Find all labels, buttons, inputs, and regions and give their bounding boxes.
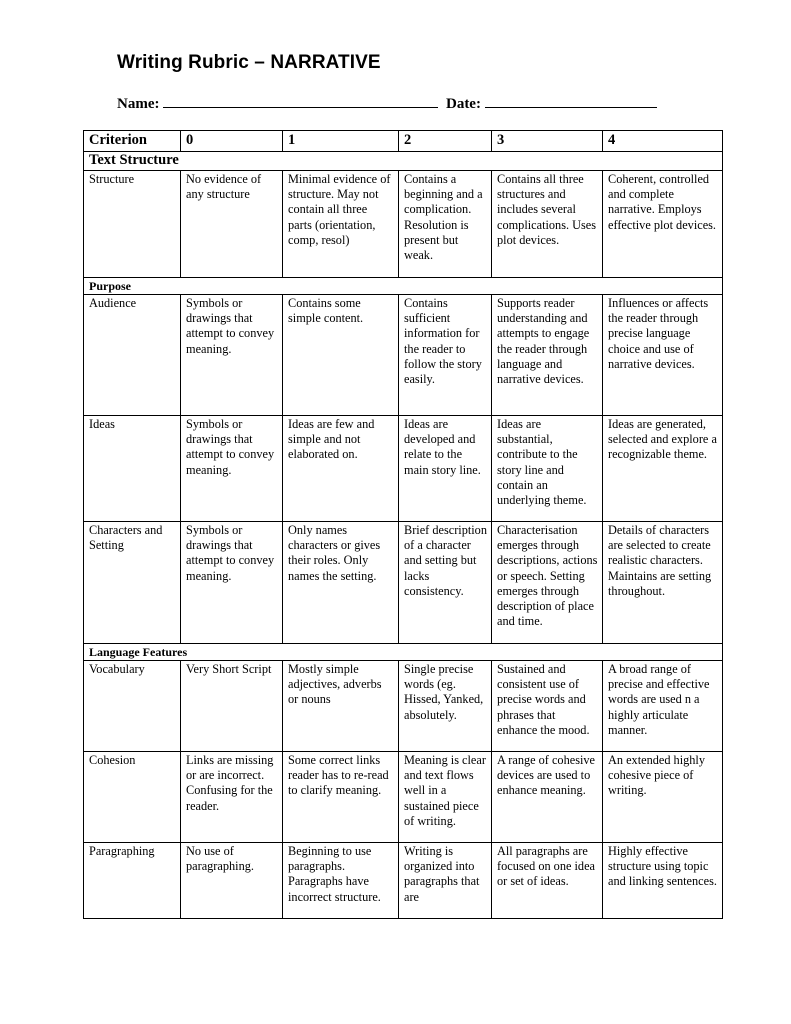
section-title-text-structure: Text Structure	[84, 152, 723, 171]
score-3-cell: Characterisation emerges through descriptions, actions or speech. Setting emerges through description of place and time.	[492, 522, 603, 644]
criterion-cell: Paragraphing	[84, 843, 181, 919]
score-2-cell: Meaning is clear and text flows well in a sustained piece of writing.	[399, 752, 492, 843]
criterion-cell: Vocabulary	[84, 661, 181, 752]
header-score-2: 2	[399, 131, 492, 152]
score-4-cell: Details of characters are selected to create realistic characters. Maintains are setting throughout.	[603, 522, 723, 644]
score-3-cell: All paragraphs are focused on one idea or set of ideas.	[492, 843, 603, 919]
section-title-purpose: Purpose	[84, 278, 723, 295]
score-1-cell: Only names characters or gives their roles. Only names the setting.	[283, 522, 399, 644]
score-4-cell: Coherent, controlled and complete narrative. Employs effective plot devices.	[603, 171, 723, 278]
score-0-cell: No evidence of any structure	[181, 171, 283, 278]
table-row	[84, 752, 723, 843]
criterion-cell: Ideas	[84, 416, 181, 522]
page-title: Writing Rubric – NARRATIVE	[117, 52, 381, 73]
score-3-cell: Supports reader understanding and attempts to engage the reader through language and narrative devices.	[492, 295, 603, 416]
date-blank-line[interactable]	[485, 93, 657, 108]
score-0-cell: Symbols or drawings that attempt to convey meaning.	[181, 522, 283, 644]
name-blank-line[interactable]	[163, 93, 438, 108]
score-4-cell: A broad range of precise and effective words are used n a highly articulate manner.	[603, 661, 723, 752]
score-0-cell: Links are missing or are incorrect. Confusing for the reader.	[181, 752, 283, 843]
table-row	[84, 661, 723, 752]
section-title-language-features: Language Features	[84, 644, 723, 661]
section-row	[84, 644, 723, 661]
score-1-cell: Mostly simple adjectives, adverbs or nouns	[283, 661, 399, 752]
name-date-fields	[117, 93, 677, 113]
score-3-cell: Contains all three structures and includes several complications. Uses plot devices.	[492, 171, 603, 278]
score-3-cell: Sustained and consistent use of precise words and phrases that enhance the mood.	[492, 661, 603, 752]
score-2-cell: Ideas are developed and relate to the main story line.	[399, 416, 492, 522]
score-1-cell: Beginning to use paragraphs. Paragraphs have incorrect structure.	[283, 843, 399, 919]
score-4-cell: Influences or affects the reader through precise language choice and use of narrative devices.	[603, 295, 723, 416]
score-4-cell: Highly effective structure using topic and linking sentences.	[603, 843, 723, 919]
table-row	[84, 171, 723, 278]
criterion-cell: Structure	[84, 171, 181, 278]
header-criterion: Criterion	[84, 131, 181, 152]
score-0-cell: Very Short Script	[181, 661, 283, 752]
date-label: Date:	[445, 96, 481, 112]
score-2-cell: Contains a beginning and a complication. Resolution is present but weak.	[399, 171, 492, 278]
header-score-4: 4	[603, 131, 723, 152]
header-score-3: 3	[492, 131, 603, 152]
score-0-cell: Symbols or drawings that attempt to convey meaning.	[181, 295, 283, 416]
score-4-cell: An extended highly cohesive piece of writing.	[603, 752, 723, 843]
score-0-cell: Symbols or drawings that attempt to convey meaning.	[181, 416, 283, 522]
table-row	[84, 295, 723, 416]
table-row	[84, 416, 723, 522]
criterion-cell: Cohesion	[84, 752, 181, 843]
name-label: Name:	[117, 96, 160, 112]
criterion-cell: Audience	[84, 295, 181, 416]
score-2-cell: Contains sufficient information for the reader to follow the story easily.	[399, 295, 492, 416]
rubric-table	[83, 130, 723, 919]
table-row	[84, 843, 723, 919]
score-1-cell: Some correct links reader has to re-read to clarify meaning.	[283, 752, 399, 843]
section-row	[84, 152, 723, 171]
score-2-cell: Single precise words (eg. Hissed, Yanked, absolutely.	[399, 661, 492, 752]
score-3-cell: Ideas are substantial, contribute to the story line and contain an underlying theme.	[492, 416, 603, 522]
score-2-cell: Writing is organized into paragraphs that are	[399, 843, 492, 919]
header-row	[84, 131, 723, 152]
score-0-cell: No use of paragraphing.	[181, 843, 283, 919]
section-row	[84, 278, 723, 295]
score-1-cell: Ideas are few and simple and not elaborated on.	[283, 416, 399, 522]
score-2-cell: Brief description of a character and setting but lacks consistency.	[399, 522, 492, 644]
score-1-cell: Minimal evidence of structure. May not contain all three parts (orientation, comp, resol)	[283, 171, 399, 278]
table-row	[84, 522, 723, 644]
score-3-cell: A range of cohesive devices are used to enhance meaning.	[492, 752, 603, 843]
criterion-cell: Characters and Setting	[84, 522, 181, 644]
header-score-1: 1	[283, 131, 399, 152]
score-1-cell: Contains some simple content.	[283, 295, 399, 416]
score-4-cell: Ideas are generated, selected and explore a recognizable theme.	[603, 416, 723, 522]
header-score-0: 0	[181, 131, 283, 152]
